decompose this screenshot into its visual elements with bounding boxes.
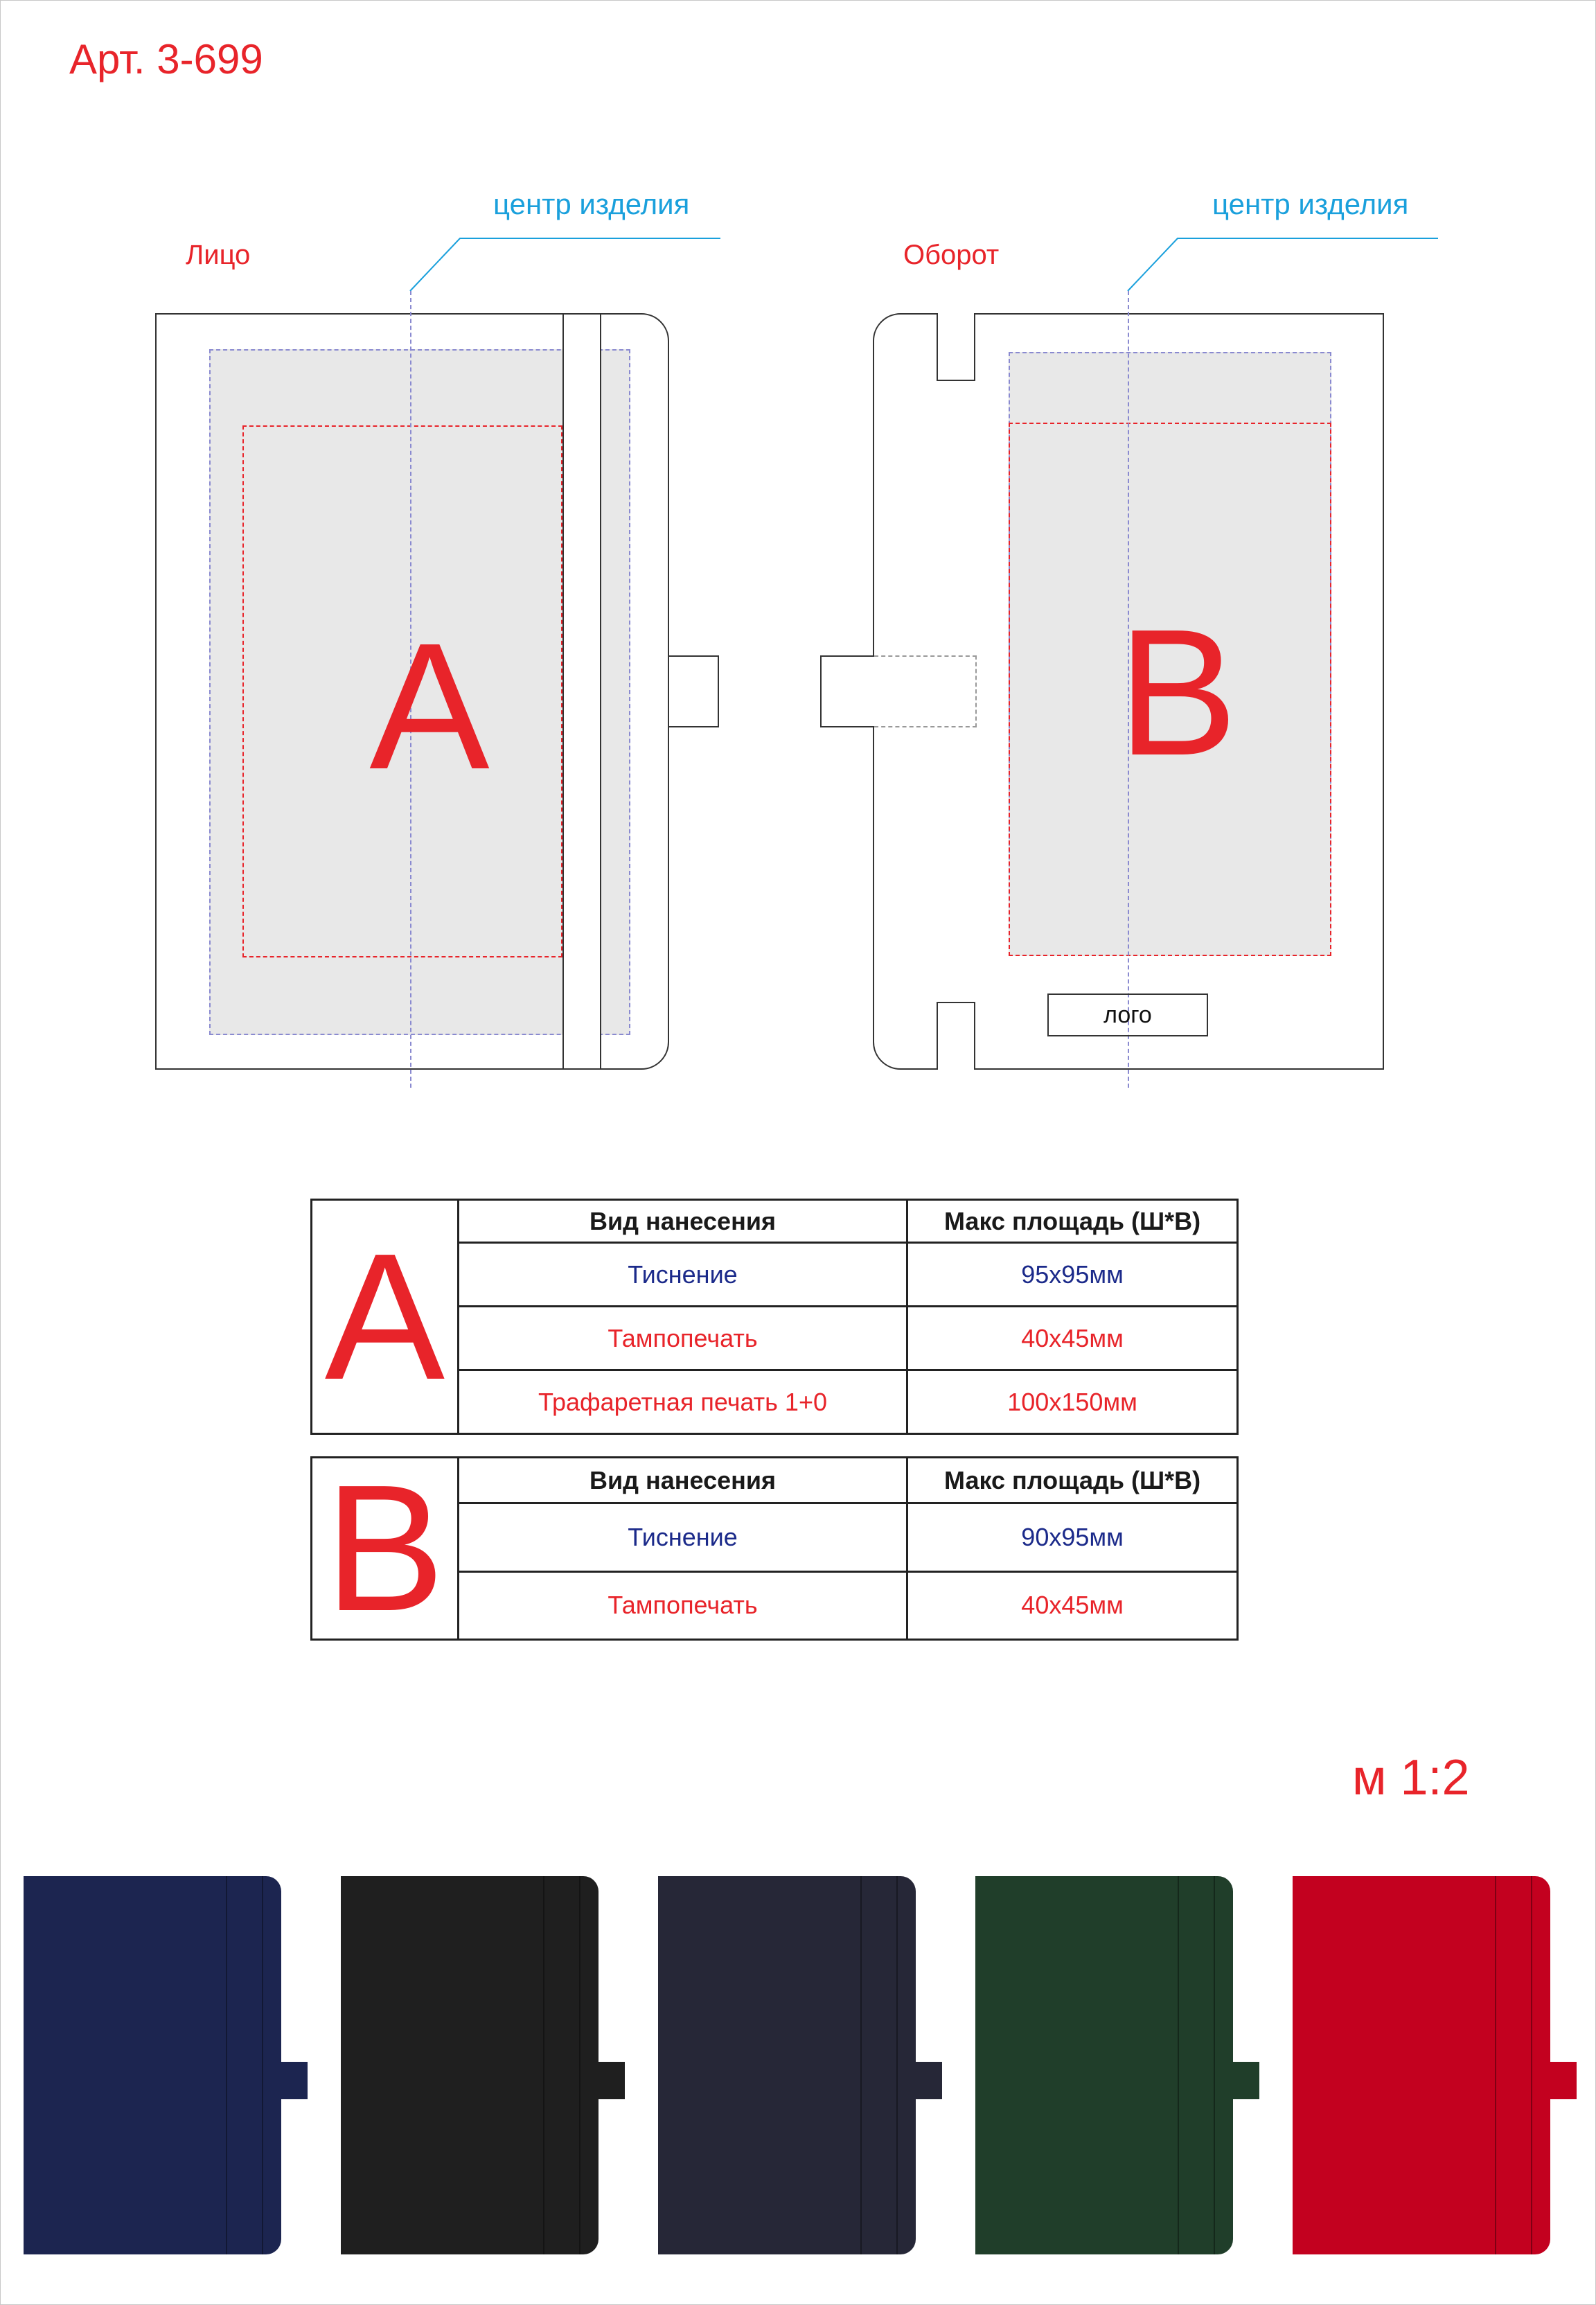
logo-label: лого — [1103, 1001, 1152, 1028]
table-a-letter: A — [312, 1200, 459, 1434]
table-a-method: Тиснение — [458, 1243, 907, 1307]
notebook-variant-green — [975, 1876, 1233, 2254]
table-a-area: 40x45мм — [907, 1307, 1238, 1370]
scale-label: м 1:2 — [1352, 1750, 1470, 1805]
table-b — [310, 1448, 1239, 1649]
front-center-label: центр изделия — [493, 188, 690, 220]
front-label: Лицо — [186, 240, 251, 270]
article-title: Арт. 3-699 — [69, 36, 263, 82]
table-a-method: Тампопечать — [458, 1307, 907, 1370]
table-a-method: Трафаретная печать 1+0 — [458, 1370, 907, 1434]
table-a — [310, 1199, 1239, 1435]
table-b-area: 40x45мм — [907, 1571, 1238, 1639]
back-logo-box — [1047, 993, 1208, 1036]
table-b-area: 90x95мм — [907, 1503, 1238, 1571]
notebook-variant-navy — [24, 1876, 281, 2254]
table-b-header-area: Макс площадь (Ш*В) — [907, 1458, 1238, 1503]
front-zone-letter: A — [369, 606, 490, 807]
back-pen-tab — [820, 655, 874, 727]
notebook-variant-dark-gray — [658, 1876, 916, 2254]
back-band-bottom — [937, 1002, 975, 1070]
table-b-letter: B — [312, 1458, 459, 1640]
table-a-area: 95x95мм — [907, 1243, 1238, 1307]
table-b-method: Тампопечать — [458, 1571, 907, 1639]
notebook-variant-black — [341, 1876, 598, 2254]
table-a-header-area: Макс площадь (Ш*В) — [907, 1200, 1238, 1243]
front-elastic-band — [562, 313, 601, 1070]
table-a-area: 100x150мм — [907, 1370, 1238, 1434]
table-b-header-method: Вид нанесения — [458, 1458, 907, 1503]
notebook-variant-red — [1293, 1876, 1550, 2254]
back-zone-letter: B — [1117, 592, 1238, 793]
front-pen-tab — [669, 655, 719, 727]
table-b-method: Тиснение — [458, 1503, 907, 1571]
back-pen-tab-hidden — [874, 655, 977, 727]
back-label: Оборот — [903, 240, 1000, 270]
table-a-header-method: Вид нанесения — [458, 1200, 907, 1243]
back-band-top — [937, 313, 975, 381]
back-center-label: центр изделия — [1212, 188, 1409, 220]
